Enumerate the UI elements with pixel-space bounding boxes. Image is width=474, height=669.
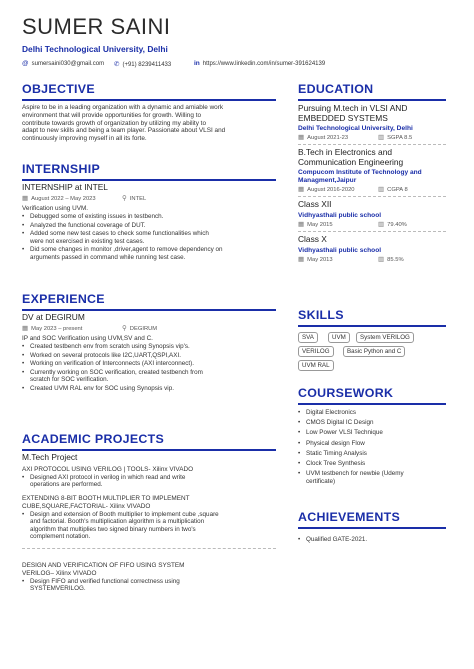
email-contact[interactable] <box>22 60 104 67</box>
section-rule <box>22 99 276 101</box>
bullet-text: • Low Power VLSI Technique <box>306 429 383 437</box>
meta-item <box>378 134 412 143</box>
meta-text: DEGIRUM <box>129 326 158 332</box>
bullet-item <box>22 343 280 351</box>
bullet-item <box>22 385 280 393</box>
candidate-name: SUMER SAINI <box>22 14 171 39</box>
education-school: Managment,Jaipur <box>298 177 357 185</box>
meta-item <box>22 325 82 334</box>
meta-text: May 2013 <box>307 256 333 263</box>
bullet-text: • Design FIFO and verified functional correctness using <box>30 577 180 585</box>
bullet-item <box>22 222 280 230</box>
meta-item <box>122 325 157 334</box>
internship-role: INTERNSHIP at INTEL <box>22 182 108 192</box>
bullet-item <box>298 536 452 544</box>
bullet-text: • Created UVM RAL env for SOC using Synopsis vip. <box>30 385 174 392</box>
bullet-item <box>22 474 280 489</box>
bullet-item <box>22 578 280 593</box>
meta-item <box>298 186 355 195</box>
projects-role: M.Tech Project <box>22 452 78 462</box>
bullet-item <box>22 511 280 541</box>
bullet-text: • Working on verification of Interconnects (AXI interconnect). <box>30 360 195 368</box>
bullet-text: • Created testbench env from scratch using Synopsis vip's. <box>30 343 190 350</box>
calendar-icon: ▦ <box>22 325 29 332</box>
education-school: Vidhyasthali public school <box>298 246 382 254</box>
bullet-text: SYSTEMVERILOG. <box>30 585 86 593</box>
bullet-text: algorithm that multiplies two signed binary numbers in two's <box>30 525 196 533</box>
bullet-item <box>298 409 452 417</box>
bullet-item <box>22 213 280 221</box>
education-divider <box>298 196 446 197</box>
meta-item <box>378 256 404 265</box>
bullet-text: • Analyzed the functional coverage of DUT. <box>30 221 146 229</box>
bullet-text: • Designed AXI protocol in verilog in which read and write <box>30 473 186 481</box>
education-divider <box>298 231 446 232</box>
education-school: Compucom Institute of Technology and <box>298 169 422 177</box>
project-title: EXTENDING 8-BIT BOOTH MULTIPLIER TO IMPLEMENT <box>22 495 190 502</box>
bullet-item <box>298 450 452 458</box>
objective-line: environment that will provide opportunities for growth. Willing to <box>22 111 202 119</box>
meta-item <box>298 134 348 143</box>
meta-item <box>378 186 408 195</box>
section-title-coursework: COURSEWORK <box>298 386 394 400</box>
bullet-item <box>22 360 280 368</box>
meta-text: SGPA 8.5 <box>387 135 413 142</box>
calendar-icon: ▦ <box>22 195 29 202</box>
chart-icon: ▥ <box>378 255 385 263</box>
meta-item <box>298 221 333 230</box>
section-rule <box>22 309 276 311</box>
bullet-item <box>298 460 452 468</box>
linkedin-icon: in <box>194 60 200 67</box>
bullet-text: scratch for SOC verification. <box>30 376 109 384</box>
candidate-university: Delhi Technological University, Delhi <box>22 44 168 54</box>
skill-chip: SVA <box>298 332 318 343</box>
skill-chip: System VERILOG <box>356 332 414 343</box>
calendar-icon: ▦ <box>298 221 305 228</box>
envelope-icon: @ <box>22 60 29 67</box>
bullet-text: • Added some new test cases to check some functionalities which <box>30 230 209 238</box>
bullet-item <box>298 429 452 437</box>
bullet-text: • Currently working on SOC verification, created testbench from <box>30 368 203 376</box>
section-rule <box>298 527 446 529</box>
bullet-item <box>22 230 280 245</box>
objective-line: contribute towards growth of organization by utilizing my ability to <box>22 119 206 127</box>
calendar-icon: ▦ <box>298 134 305 142</box>
objective-line: Aspire to be in a leading organization with a dynamic and amiable work <box>22 104 224 111</box>
section-title-achievements: ACHIEVEMENTS <box>298 510 401 524</box>
phone-text: (+91) 8239411433 <box>122 62 172 68</box>
bullet-item <box>22 369 280 384</box>
bullet-text: certificate) <box>306 477 336 485</box>
email-text: sumersaini030@gmail.com <box>31 61 105 67</box>
phone-contact[interactable] <box>114 60 171 68</box>
skill-chip: Basic Python and C <box>343 346 405 357</box>
education-school: Delhi Technological University, Delhi <box>298 125 413 133</box>
section-rule <box>298 99 446 101</box>
calendar-icon: ▦ <box>298 255 305 263</box>
education-degree: Communication Engineering <box>298 156 404 167</box>
bullet-item <box>22 246 280 261</box>
education-degree: Pursuing M.tech in VLSI AND <box>298 103 408 113</box>
section-title-experience: EXPERIENCE <box>22 292 105 306</box>
section-rule <box>22 449 276 451</box>
bullet-text: • UVM testbench for newbie (Udemy <box>306 470 404 478</box>
skill-chip: VERILOG <box>298 346 334 357</box>
education-degree: B.Tech in Electronics and <box>298 147 393 158</box>
bullet-item <box>22 352 280 360</box>
meta-text: August 2016-2020 <box>307 187 355 194</box>
education-degree: Class XII <box>298 199 332 210</box>
bullet-text: • Did some changes in monitor ,driver,agent to remove dependency on <box>30 246 223 254</box>
meta-text: INTEL <box>129 196 147 202</box>
bullet-text: were not exercised in existing test cases. <box>30 237 145 245</box>
project-title: CUBE,SQUARE,FACTORIAL- Xilinx VIVADO <box>22 502 151 510</box>
section-title-skills: SKILLS <box>298 308 344 322</box>
bullet-text: • Worked on several protocols like I2C,UART,QSPI,AXI. <box>30 351 181 359</box>
education-school: Vidhyasthali public school <box>298 212 382 219</box>
bullet-text: • CMOS Digital IC Design <box>306 419 374 427</box>
bullet-text: • Design and extension of Booth multiplier to implement cube ,square <box>30 510 219 518</box>
bullet-text: and factorial. Booth's multiplication algorithm is a multiplication <box>30 518 205 526</box>
education-degree: Class X <box>298 234 327 244</box>
meta-item <box>298 256 333 265</box>
experience-role: DV at DEGIRUM <box>22 312 85 322</box>
linkedin-contact[interactable] <box>194 60 325 67</box>
internship-intro: Verification using UVM. <box>22 205 89 212</box>
bullet-text: arguments passed in command while running test case. <box>30 253 186 261</box>
bullet-item <box>298 419 452 427</box>
location-pin-icon: ⚲ <box>122 325 127 332</box>
section-title-objective: OBJECTIVE <box>22 82 95 96</box>
bullet-text: operations are performed. <box>30 481 103 489</box>
bullet-text: • Static Timing Analysis <box>306 449 367 457</box>
skill-chip: UVM <box>328 332 350 343</box>
bullet-text: • Debugged some of existing issues in testbench. <box>30 213 164 220</box>
bullet-text: • Digital Electronics <box>306 409 357 416</box>
objective-line: continuously improving myself in all its forte. <box>22 135 147 143</box>
project-title: VERILOG– Xilinx VIVADO <box>22 569 97 577</box>
phone-icon: ✆ <box>114 61 120 68</box>
linkedin-text: https://www.linkedin.com/in/sumer-391624139 <box>202 61 326 67</box>
bullet-item <box>298 470 452 485</box>
calendar-icon: ▦ <box>298 186 305 194</box>
location-pin-icon: ⚲ <box>122 195 127 202</box>
objective-line: adapt to new skills and being a team player. Passionate about VLSI and <box>22 127 226 135</box>
skill-chip: UVM RAL <box>298 360 334 371</box>
meta-text: CGPA 8 <box>387 187 408 194</box>
project-title: AXI PROTOCOL USING VERILOG | TOOLS- Xilinx VIVADO <box>22 466 194 473</box>
meta-text: August 2021-23 <box>307 135 349 142</box>
project-divider <box>22 548 276 549</box>
meta-text: May 2015 <box>307 222 333 228</box>
meta-item <box>122 195 146 204</box>
education-degree: EMBEDDED SYSTEMS <box>298 112 388 123</box>
chart-icon: ▥ <box>378 186 385 194</box>
bullet-text: • Physical design Flow <box>306 439 365 447</box>
experience-intro: IP and SOC Verification using UVM,SV and C. <box>22 335 153 342</box>
bullet-text: • Qualified GATE-2021. <box>306 536 368 543</box>
section-title-internship: INTERNSHIP <box>22 162 101 176</box>
bullet-text: complement notation. <box>30 533 91 541</box>
meta-text: May 2023 – present <box>31 326 83 332</box>
section-rule <box>298 403 446 405</box>
meta-item <box>378 221 407 230</box>
meta-text: August 2022 – May 2023 <box>31 196 96 202</box>
education-divider <box>298 144 446 145</box>
section-title-education: EDUCATION <box>298 82 374 96</box>
section-rule <box>298 325 446 327</box>
chart-icon: ▥ <box>378 134 385 142</box>
meta-item <box>22 195 96 204</box>
project-title: DESIGN AND VERIFICATION OF FIFO USING SYSTEM <box>22 562 185 569</box>
bullet-text: • Clock Tree Synthesis <box>306 460 366 467</box>
meta-text: 79.40% <box>387 222 407 228</box>
section-title-projects: ACADEMIC PROJECTS <box>22 432 165 446</box>
meta-text: 85.5% <box>387 256 404 263</box>
section-rule <box>22 179 276 181</box>
chart-icon: ▥ <box>378 221 385 228</box>
bullet-item <box>298 440 452 448</box>
